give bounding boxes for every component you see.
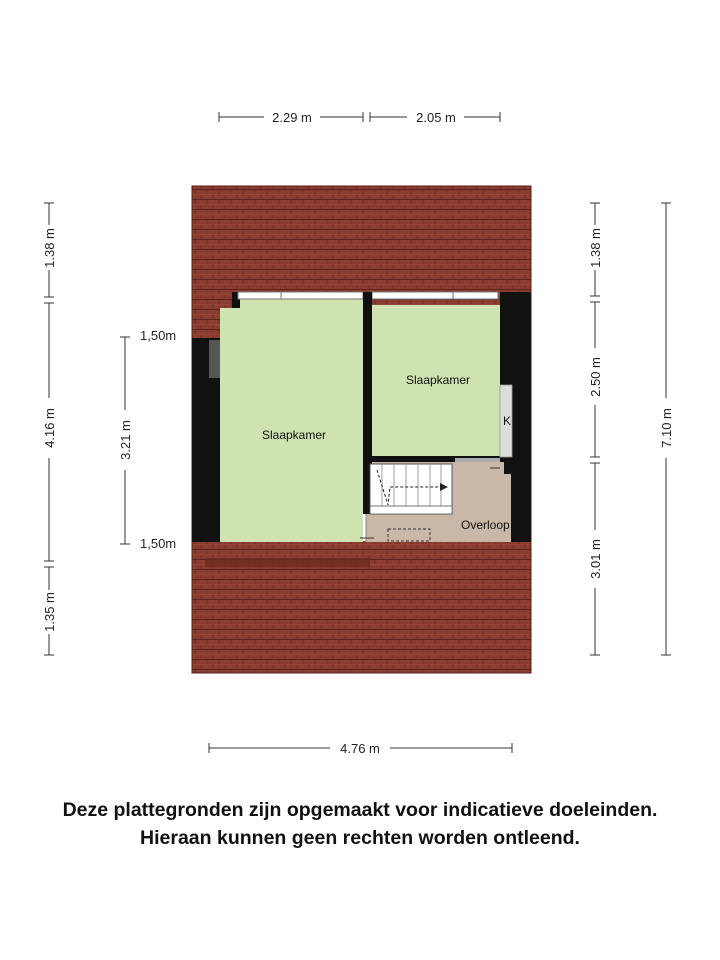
stair-landing-tread [370, 506, 452, 514]
label-bedroom-right: Slaapkamer [405, 373, 471, 387]
dim-left-bottom: 1.35 m [42, 592, 57, 632]
dim-top-left: 2.29 m [272, 110, 312, 125]
label-bedroom-left: Slaapkamer [261, 428, 327, 442]
dim-right-lines [590, 203, 600, 655]
disclaimer-line-1: Deze plattegronden zijn opgemaakt voor indicatieve doeleinden. [62, 799, 658, 821]
dim-right-middle: 2.50 m [588, 357, 603, 397]
roof-shadow [205, 558, 370, 567]
wall-landing-right [504, 458, 514, 474]
room-bedroom-left-top [240, 298, 363, 310]
label-closet: K [503, 414, 512, 428]
dim-bottom: 4.76 m [340, 741, 380, 756]
label-landing: Overloop [461, 518, 510, 532]
dim-right-total: 7.10 m [659, 408, 674, 448]
window-left [238, 292, 363, 299]
height-upper: 1,50m [140, 328, 177, 343]
dim-left-middle: 4.16 m [42, 408, 57, 448]
disclaimer-line-2: Hieraan kunnen geen rechten worden ontleend. [140, 827, 580, 849]
room-bedroom-left [220, 308, 363, 542]
dim-left-top: 1.38 m [42, 228, 57, 268]
railing [455, 458, 500, 462]
height-lower: 1,50m [140, 536, 177, 551]
window-right [372, 292, 498, 299]
dim-top-right: 2.05 m [416, 110, 456, 125]
dim-right-top: 1.38 m [588, 228, 603, 268]
dim-inner-left: 3.21 m [118, 420, 133, 460]
dim-right-bottom: 3.01 m [588, 539, 603, 579]
